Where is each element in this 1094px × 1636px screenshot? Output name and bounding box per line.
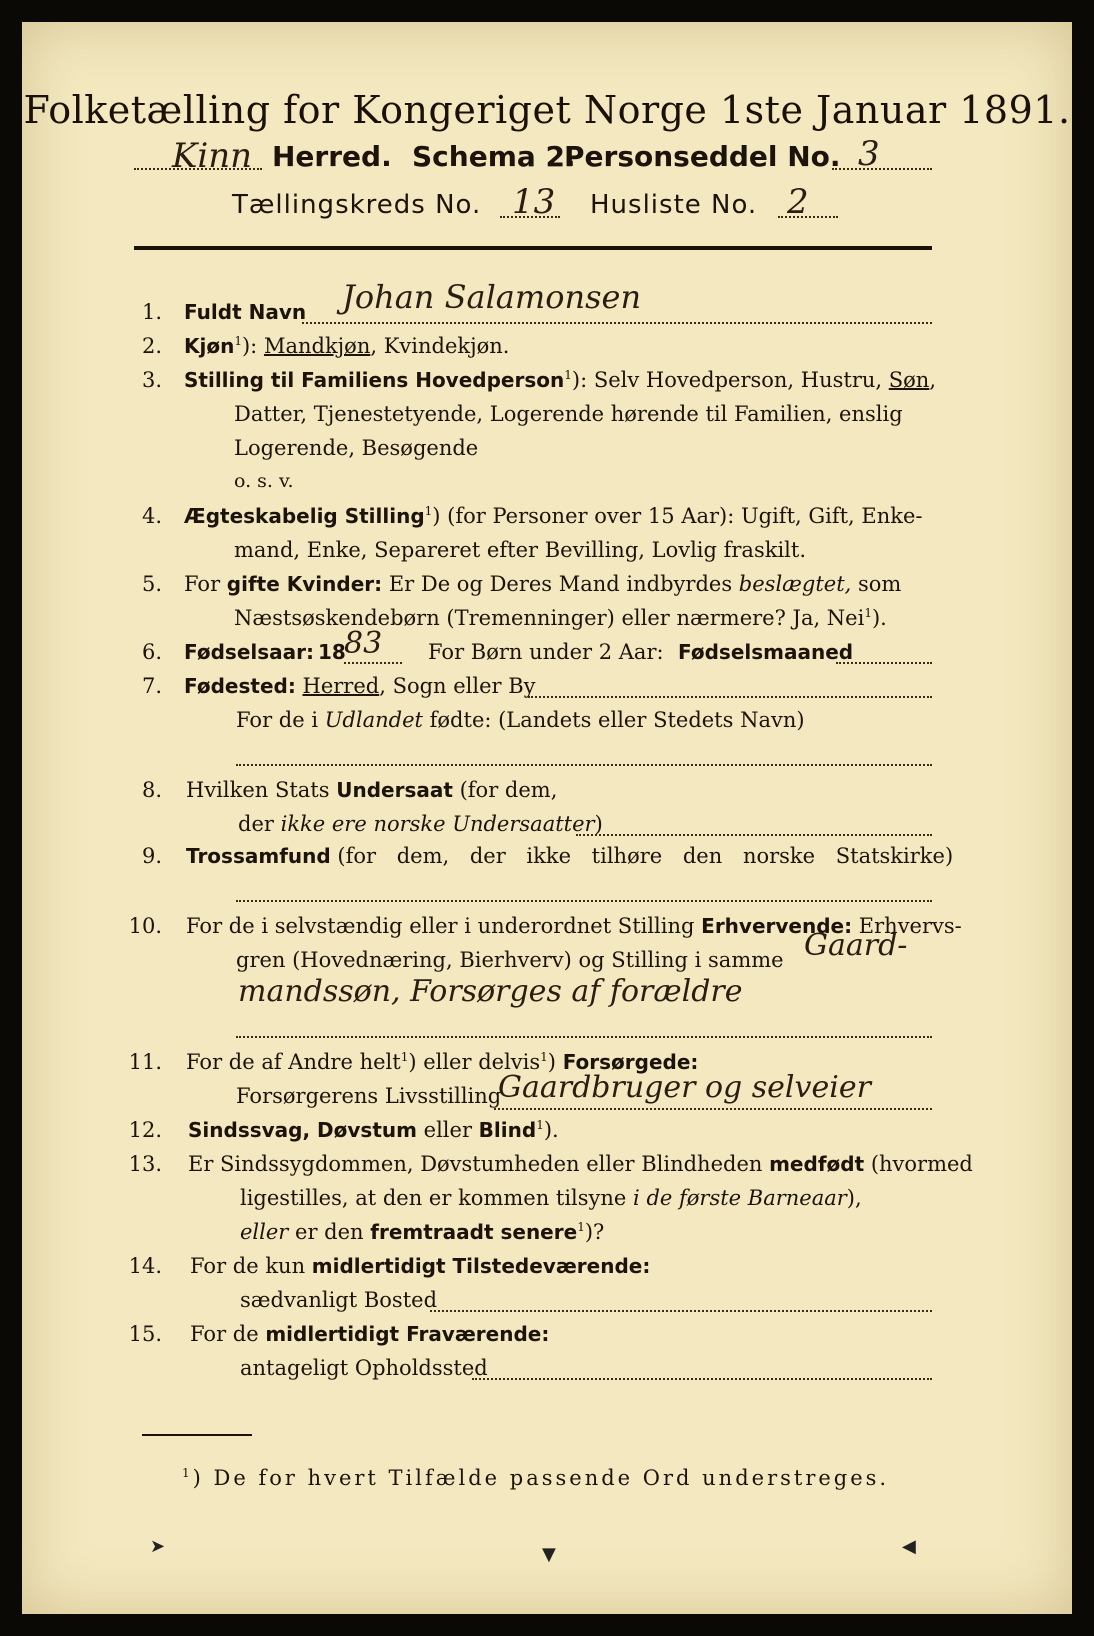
footnote-text: ) De for hvert Tilfælde passende Ord understreges.: [192, 1466, 890, 1490]
q6-label: Fødselsaar:: [184, 640, 314, 664]
q14-line2: sædvanligt Bosted: [240, 1288, 438, 1312]
q2-num: 2.: [141, 334, 162, 358]
q13-line2: [240, 1186, 862, 1210]
q7-label: Fødested:: [184, 674, 296, 698]
q7-line1: [184, 674, 536, 698]
personseddel-label: Personseddel No.: [564, 140, 841, 173]
q3-line1: [184, 368, 936, 392]
q12-mid: eller: [423, 1118, 472, 1142]
q14-num: 14.: [128, 1254, 162, 1278]
q7-line2-rest: fødte: (Landets eller Stedets Navn): [429, 708, 805, 732]
q14-label: midlertidigt Tilstedeværende:: [311, 1254, 651, 1278]
kreds-label: Tællingskreds No.: [232, 190, 482, 220]
q3-label: Stilling til Familiens Hovedperson: [184, 368, 565, 392]
q5-line1: [184, 572, 901, 596]
q9-dots: [236, 900, 932, 902]
q15-num: 15.: [128, 1322, 162, 1346]
q13-line2-end: ),: [846, 1186, 862, 1210]
personseddel-value: 3: [858, 134, 880, 174]
q6-num: 6.: [141, 640, 162, 664]
q3-sup: 1: [564, 368, 572, 382]
q8-line2-end: ): [594, 812, 603, 836]
kreds-value: 13: [512, 182, 556, 222]
q13-line3: [240, 1220, 604, 1244]
q3-line1-end: ,: [929, 368, 937, 392]
q11-num: 11.: [128, 1050, 162, 1074]
q14-line1: [190, 1254, 650, 1278]
q7-num: 7.: [141, 674, 162, 698]
q13-line3-sup: 1: [577, 1220, 585, 1234]
corner-mark-right-icon: ◀: [902, 1536, 916, 1557]
q12-line1: [188, 1118, 559, 1142]
q15-label: midlertidigt Fraværende:: [265, 1322, 550, 1346]
q13-line1: [188, 1152, 973, 1176]
q8-line2-pre: der: [238, 812, 274, 836]
q8-num: 8.: [141, 778, 162, 802]
footnote-rule: [142, 1434, 252, 1436]
center-mark-icon: ▼: [542, 1544, 556, 1565]
q10-line1-rest: Erhvervs-: [858, 914, 962, 938]
q8-dots: [576, 834, 932, 836]
q12-label2: Blind: [478, 1118, 537, 1142]
form-title: Folketælling for Kongeriget Norge 1ste Januar 1891.: [23, 88, 1071, 132]
q3-line1-rest: ): Selv Hovedperson, Hustru,: [571, 368, 883, 392]
q7-foreign-dots: [236, 764, 932, 766]
q11-line1-mid2: ): [547, 1050, 556, 1074]
q6-value: 83: [344, 626, 383, 661]
q10-dots: [236, 1036, 932, 1038]
q3-line4: o. s. v.: [234, 470, 294, 492]
q13-line3-italic: eller: [240, 1220, 289, 1244]
q13-line2-pre: ligestilles, at den er kommen tilsyne: [240, 1186, 627, 1210]
q8-line2: [238, 812, 603, 836]
q11-line2: Forsørgerens Livsstilling: [236, 1084, 502, 1108]
q1-num: 1.: [141, 300, 162, 324]
q6-year-dots: [344, 662, 402, 664]
q8-label: Undersaat: [336, 778, 453, 802]
q2-sup: 1: [234, 334, 242, 348]
husliste-label: Husliste No.: [590, 190, 758, 220]
q2-line: [184, 334, 509, 358]
q4-line2: mand, Enke, Separeret efter Bevilling, Lovlig fraskilt.: [234, 538, 807, 562]
q8-line1-rest: (for dem,: [459, 778, 558, 802]
q7-line2-italic: Udlandet: [324, 708, 423, 732]
q11-dots: [494, 1108, 932, 1110]
q12-sup: 1: [536, 1118, 544, 1132]
q3-option-son: Søn: [888, 368, 930, 392]
q1-value: Johan Salamonsen: [342, 278, 642, 316]
q11-sup2: 1: [540, 1050, 548, 1064]
q10-value2: mandssøn, Forsørges af forældre: [238, 974, 743, 1009]
q4-line1-rest: ) (for Personer over 15 Aar): Ugift, Gift, Enke-: [432, 504, 923, 528]
q11-line1-mid: ) eller delvis: [408, 1050, 541, 1074]
q13-num: 13.: [128, 1152, 162, 1176]
q5-line2-end: ).: [871, 606, 887, 630]
q10-label: Erhvervende:: [701, 914, 853, 938]
q7-option-herred: Herred: [302, 674, 380, 698]
q15-dots: [472, 1378, 932, 1380]
q13-line1-rest: (hvormed: [870, 1152, 973, 1176]
q2-option-mandkjon: Mandkjøn: [263, 334, 371, 358]
q6-label2: Fødselsmaaned: [678, 640, 854, 664]
q7-line2: [236, 708, 805, 732]
q7-line2-pre: For de i: [236, 708, 319, 732]
q11-value: Gaardbruger og selveier: [498, 1070, 871, 1105]
q5-label: gifte Kvinder:: [226, 572, 383, 596]
q10-value1: Gaard-: [804, 928, 908, 963]
q12-label: Sindssvag, Døvstum: [188, 1118, 417, 1142]
q3-line3: Logerende, Besøgende: [234, 436, 479, 460]
q7-rest: , Sogn eller By: [379, 674, 536, 698]
q7-dots: [528, 696, 932, 698]
q6-prefix: 18: [318, 640, 346, 664]
q9-num: 9.: [141, 844, 162, 868]
husliste-dots: [778, 216, 838, 218]
q5-italic: beslægtet,: [738, 572, 852, 596]
q8-line1: [186, 778, 557, 802]
q6-month-dots: [836, 662, 932, 664]
q9-line1: [186, 844, 953, 868]
q3-line2: Datter, Tjenestetyende, Logerende hørende til Familien, enslig: [234, 402, 903, 426]
q8-line2-italic: ikke ere norske Undersaatter: [280, 812, 595, 836]
schema-label: Schema 2.: [412, 140, 576, 173]
footnote: [182, 1466, 889, 1490]
q15-pre: For de: [190, 1322, 259, 1346]
q13-line3-pre: er den: [295, 1220, 364, 1244]
q10-line1-pre: For de i selvstændig eller i underordnet Stilling: [186, 914, 695, 938]
q12-num: 12.: [128, 1118, 162, 1142]
q5-line2-sup: 1: [864, 606, 872, 620]
herred-label: Herred.: [272, 140, 392, 173]
q2-label: Kjøn: [184, 334, 235, 358]
personseddel-dots: [832, 168, 932, 170]
q2-rest: , Kvindekjøn.: [370, 334, 510, 358]
census-form-sheet: [22, 22, 1072, 1614]
footnote-sup: 1: [182, 1466, 193, 1480]
q5-line2: [234, 606, 887, 630]
q13-line3-end: )?: [584, 1220, 605, 1244]
header-rule: [134, 246, 932, 250]
q4-label: Ægteskabelig Stilling: [184, 504, 425, 528]
q13-line3-bold: fremtraadt senere: [370, 1220, 578, 1244]
corner-mark-left-icon: ➤: [150, 1536, 166, 1557]
q15-line1: [190, 1322, 549, 1346]
q6-mid: For Børn under 2 Aar:: [428, 640, 664, 664]
q4-sup: 1: [424, 504, 433, 518]
q11-sup1: 1: [400, 1050, 409, 1064]
q5-line2-text: Næstsøskendebørn (Tremenninger) eller nærmere? Ja, Nei: [234, 606, 865, 630]
q8-line1-pre: Hvilken Stats: [186, 778, 330, 802]
q12-end: ).: [543, 1118, 559, 1142]
q10-line2: gren (Hovednæring, Bierhverv) og Stilling i samme: [236, 948, 784, 972]
q13-label: medfødt: [769, 1152, 865, 1176]
q3-num: 3.: [141, 368, 162, 392]
q13-line1-pre: Er Sindssygdommen, Døvstumheden eller Blindheden: [188, 1152, 763, 1176]
q1-dots: [302, 322, 932, 324]
q15-line2: antageligt Opholdssted: [240, 1356, 488, 1380]
q10-num: 10.: [128, 914, 162, 938]
q1-label: Fuldt Navn: [184, 300, 307, 324]
kreds-dots: [500, 216, 560, 218]
q13-line2-italic: i de første Barneaar: [633, 1186, 847, 1210]
q4-num: 4.: [141, 504, 162, 528]
q11-label: Forsørgede:: [562, 1050, 699, 1074]
q9-label: Trossamfund: [186, 844, 331, 868]
q5-num: 5.: [141, 572, 162, 596]
q5-line1-rest: Er De og Deres Mand indbyrdes: [388, 572, 733, 596]
q14-dots: [430, 1310, 932, 1312]
q2-colon: ):: [241, 334, 258, 358]
q14-pre: For de kun: [190, 1254, 306, 1278]
q11-line1-pre: For de af Andre helt: [186, 1050, 401, 1074]
q9-rest: (for dem, der ikke tilhøre den norske Statskirke): [337, 844, 954, 868]
q4-line1: [184, 504, 923, 528]
q5-line1-end: som: [858, 572, 902, 596]
q5-pre: For: [184, 572, 221, 596]
husliste-value: 2: [787, 182, 809, 222]
herred-value: Kinn: [172, 136, 253, 176]
